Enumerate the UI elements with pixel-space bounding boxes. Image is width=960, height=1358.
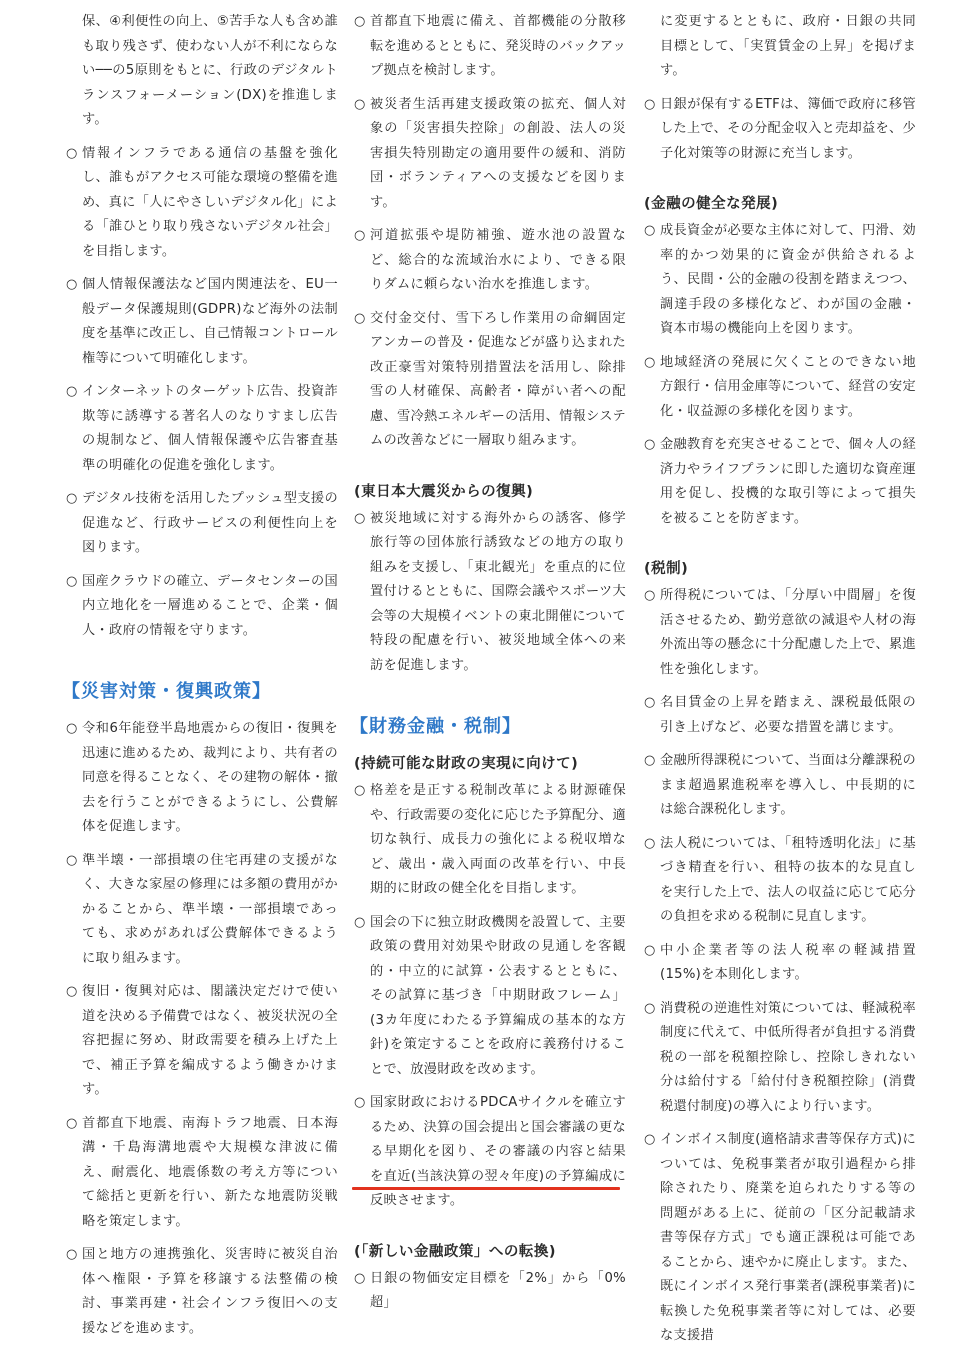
list-item	[644, 939, 916, 988]
list-item	[354, 10, 626, 84]
section-title-disaster: 【災害対策・復興政策】	[62, 681, 271, 702]
list-item	[66, 980, 338, 1103]
list-item-text: 日銀の物価安定目標を「2%」から「0%超」	[370, 1270, 626, 1310]
column-3	[644, 10, 916, 1358]
list-item-text: 準半壊・一部損壊の住宅再建の支援がなく、大きな家屋の修理には多額の費用がかかることから、準半壊・一部損壊であっても、求めがあれば公費解体できるように取り組みます。	[82, 852, 338, 966]
bullet-circle-icon: ○	[644, 942, 656, 958]
list-item-text: 河道拡張や堤防補強、遊水池の設置など、総合的な流域治水により、できる限りダムに頼らない治水を推進します。	[370, 228, 626, 292]
bullet-circle-icon: ○	[644, 1132, 656, 1147]
list-item-text: 法人税については、「租特透明化法」に基づき精査を行い、租特の抜本的な見直しを実行した上で、法人の収益に応じて応分の負担を求める税制に見直します。	[660, 835, 916, 924]
bullet-circle-icon: ○	[644, 588, 656, 603]
list-item-text: 国会の下に独立財政機関を設置して、主要政策の費用対効果や財政の見通しを客観的・中立的に試算・公表するとともに、その試算に基づき「中期財政フレーム」(3カ年度にわたる予算編成の基本的な方針)を策定することを政府に義務付けることで、放漫財政を改めます。	[370, 914, 626, 1077]
bullet-circle-icon: ○	[354, 1095, 366, 1110]
list-item	[354, 1267, 626, 1316]
list-item-text: 日銀が保有するETFは、簿価で政府に移管した上で、その分配金収入と売却益を、少子化対策等の財源に充当します。	[660, 96, 916, 161]
bullet-circle-icon: ○	[644, 437, 656, 452]
bullet-circle-icon: ○	[354, 228, 366, 243]
list-item-text: デジタル技術を活用したプッシュ型支援の促進など、行政サービスの利便性向上を図ります。	[82, 491, 338, 555]
etf-policy-list	[644, 93, 916, 167]
tax-policy-list	[644, 584, 916, 1349]
list-item	[354, 779, 626, 902]
subsection-title-monetary: (「新しい金融政策」への転換)	[354, 1243, 557, 1260]
list-item-text: 中小企業者等の法人税率の軽減措置(15%)を本則化します。	[660, 942, 916, 982]
column-2	[350, 10, 626, 1325]
list-item	[644, 1128, 916, 1349]
list-item-text: 情報インフラである通信の基盤を強化し、誰もがアクセス可能な環境の整備を進め、真に「人にやさしいデジタル化」による「誰ひとり取り残さないデジタル社会」を目指します。	[82, 145, 338, 259]
list-item	[66, 570, 338, 644]
list-item-text: 所得税については、「分厚い中間層」を復活させるため、勤労意欲の減退や人材の海外流出等の懸念に十分配慮した上で、累進性を強化します。	[660, 588, 916, 677]
disaster-policy-list-continued	[354, 10, 626, 454]
list-item	[66, 717, 338, 840]
list-item-text: 消費税の逆進性対策については、軽減税率制度に代えて、中低所得者が負担する消費税の一部を税額控除し、控除しきれない分は給付する「給付付き税額控除」(消費税還付制度)の導入により行います。	[660, 1000, 916, 1114]
list-item-text: 成長資金が必要な主体に対して、円滑、効率的かつ効果的に資金が供給されるよう、民間・公的金融の役割を踏まえつつ、調達手段の多様化など、わが国の金融・資本市場の機能向上を図ります。	[660, 223, 916, 336]
subsection-title-fiscal: (持続可能な財政の実現に向けて)	[354, 756, 579, 772]
bullet-circle-icon: ○	[66, 145, 78, 161]
list-item-text: 個人情報保護法など国内関連法を、EU一般データ保護規則(GDPR)など海外の法制度を基準に改正し、自己情報コントロール権等について明確化します。	[82, 277, 338, 366]
bullet-circle-icon: ○	[354, 510, 366, 526]
list-item-text: 金融教育を充実させることで、個々人の経済力やライフプランに即した適切な資産運用を促し、投機的な取引等によって損失を被ることを防ぎます。	[660, 437, 916, 526]
list-item	[66, 142, 338, 265]
list-item	[354, 307, 626, 454]
list-item-text: インターネットのターゲット広告、投資詐欺等に誘導する著名人のなりすまし広告の規制など、個人情報保護や広告審査基準の明確化の促進を強化します。	[82, 384, 338, 473]
list-item	[66, 849, 338, 972]
bullet-circle-icon: ○	[354, 783, 366, 798]
list-item-text: 交付金交付、雪下ろし作業用の命綱固定アンカーの普及・促進などが盛り込まれた改正豪雪対策特別措置法を活用し、除排雪の人材確保、高齢者・障がい者への配慮、雪冷熱エネルギーの活用、情報システムの改善などに一層取り組みます。	[370, 310, 626, 448]
bullet-circle-icon: ○	[66, 277, 78, 292]
bullet-circle-icon: ○	[66, 721, 78, 736]
list-item	[644, 219, 916, 342]
bullet-circle-icon: ○	[354, 914, 366, 930]
list-item	[644, 997, 916, 1120]
fiscal-policy-list	[354, 779, 626, 1214]
list-item	[644, 749, 916, 823]
bullet-circle-icon: ○	[354, 310, 366, 326]
bullet-circle-icon: ○	[644, 354, 656, 370]
bullet-circle-icon: ○	[66, 1247, 78, 1262]
list-item	[354, 911, 626, 1083]
list-item-text: インボイス制度(適格請求書等保存方式)については、免税事業者が取引過程から排除されたり、廃業を迫られたりする等の問題がある上に、従前の「区分記載請求書等保存方式」でも適正課税は可能であることから、速やかに廃止します。また、既にインボイス発行事業者(課税事業者)に転換した免税事業者等に対しては、必要な支援措	[660, 1132, 916, 1343]
bullet-circle-icon: ○	[644, 835, 656, 851]
list-item-text: 首都直下地震、南海トラフ地震、日本海溝・千島海溝地震や大規模な津波に備え、耐震化、地震係数の考え方等について総括と更新を行い、新たな地震防災戦略を策定します。	[82, 1115, 338, 1229]
bullet-circle-icon: ○	[354, 14, 366, 29]
list-item	[354, 507, 626, 679]
list-item	[644, 351, 916, 425]
bullet-circle-icon: ○	[66, 984, 78, 999]
subsection-title-tohoku: (東日本大震災からの復興)	[354, 483, 534, 500]
list-item	[354, 224, 626, 298]
list-item-text: 格差を是正する税制改革による財源確保や、行政需要の変化に応じた予算配分、適切な執行、成長力の強化による税収増など、歳出・歳入両面の改革を行い、中長期的に財政の健全化を目指します。	[370, 783, 626, 896]
list-item-text: 国家財政におけるPDCAサイクルを確立するため、決算の国会提出と国会審議の更なる早期化を図り、その審議の内容と結果を直近(当該決算の翌々年度)の予算編成に反映させます。	[370, 1095, 626, 1208]
bullet-circle-icon: ○	[644, 96, 656, 112]
list-item-text: 被災者生活再建支援政策の拡充、個人対象の「災害損失控除」の創設、法人の災害損失特別勘定の適用要件の緩和、消防団・ボランティアへの支援などを図ります。	[370, 96, 626, 210]
finance-policy-list	[644, 219, 916, 531]
bullet-circle-icon: ○	[66, 573, 78, 589]
bullet-circle-icon: ○	[66, 852, 78, 868]
list-item-text: 国産クラウドの確立、データセンターの国内立地化を一層進めることで、企業・個人・政府の情報を守ります。	[82, 573, 338, 638]
list-item-text: 被災地域に対する海外からの誘客、修学旅行等の団体旅行誘致などの地方の取り組みを支援し、「東北観光」を重点的に位置付けるとともに、国際会議やスポーツ大会等の大規模イベントの東北開催について特段の配慮を行い、被災地域全体への来訪を促進します。	[370, 510, 626, 673]
section-title-finance-tax: 【財務金融・税制】	[350, 716, 521, 737]
bullet-circle-icon: ○	[644, 1000, 656, 1016]
disaster-policy-list	[66, 717, 338, 1341]
list-item	[66, 273, 338, 371]
tohoku-policy-list	[354, 507, 626, 679]
list-item-text: 令和6年能登半島地震からの復旧・復興を迅速に進めるため、裁判により、共有者の同意を得ることなく、その建物の解体・撤去を行うことができるようにし、公費解体を促進します。	[82, 721, 338, 834]
subsection-title-finance: (金融の健全な発展)	[644, 196, 779, 212]
list-item	[644, 832, 916, 930]
bullet-circle-icon: ○	[66, 384, 78, 399]
list-item-text: 国と地方の連携強化、災害時に被災自治体へ権限・予算を移譲する法整備の検討、事業再建・社会インフラ復旧への支援などを進めます。	[82, 1247, 338, 1336]
bullet-circle-icon: ○	[644, 695, 656, 710]
list-item	[354, 1091, 626, 1214]
bullet-circle-icon: ○	[66, 1115, 78, 1131]
list-item	[66, 380, 338, 478]
list-item	[66, 1243, 338, 1341]
list-item	[644, 433, 916, 531]
list-item-text: 金融所得課税について、当面は分離課税のまま超過累進税率を導入し、中長期的には総合課税化します。	[660, 753, 916, 817]
monetary-policy-list	[354, 1267, 626, 1316]
continued-paragraph: に変更するとともに、政府・日銀の共同目標として、「実質賃金の上昇」を掲げます。	[660, 14, 916, 78]
bullet-circle-icon: ○	[354, 1270, 366, 1286]
list-item-text: 地域経済の発展に欠くことのできない地方銀行・信用金庫等について、経営の安定化・収益源の多様化を図ります。	[660, 354, 916, 419]
column-1	[62, 10, 338, 1350]
list-item-text: 名目賃金の上昇を踏まえ、課税最低限の引き上げなど、必要な措置を講じます。	[660, 695, 916, 735]
list-item	[644, 584, 916, 682]
list-item	[354, 93, 626, 216]
list-item-text: 復旧・復興対応は、閣議決定だけで使い道を決める予備費ではなく、被災状況の全容把握に努め、財政需要を積み上げた上で、補正予算を編成するよう働きかけます。	[82, 984, 338, 1097]
bullet-circle-icon: ○	[66, 491, 78, 506]
subsection-title-tax: (税制)	[644, 561, 689, 577]
list-item	[66, 487, 338, 561]
bullet-circle-icon: ○	[644, 223, 656, 238]
continued-paragraph: 保、④利便性の向上、⑤苦手な人も含め誰も取り残さず、使わない人が不利にならない──の5原則をもとに、行政のデジタルトランスフォーメーション(DX)を推進します。	[82, 14, 338, 127]
highlight-underline	[352, 1187, 620, 1190]
list-item	[66, 1112, 338, 1235]
list-item-text: 首都直下地震に備え、首都機能の分散移転を進めるとともに、発災時のバックアップ拠点を検討します。	[370, 14, 626, 78]
bullet-circle-icon: ○	[644, 753, 656, 768]
digital-policy-list	[66, 142, 338, 644]
list-item	[644, 93, 916, 167]
bullet-circle-icon: ○	[354, 96, 366, 112]
list-item	[644, 691, 916, 740]
